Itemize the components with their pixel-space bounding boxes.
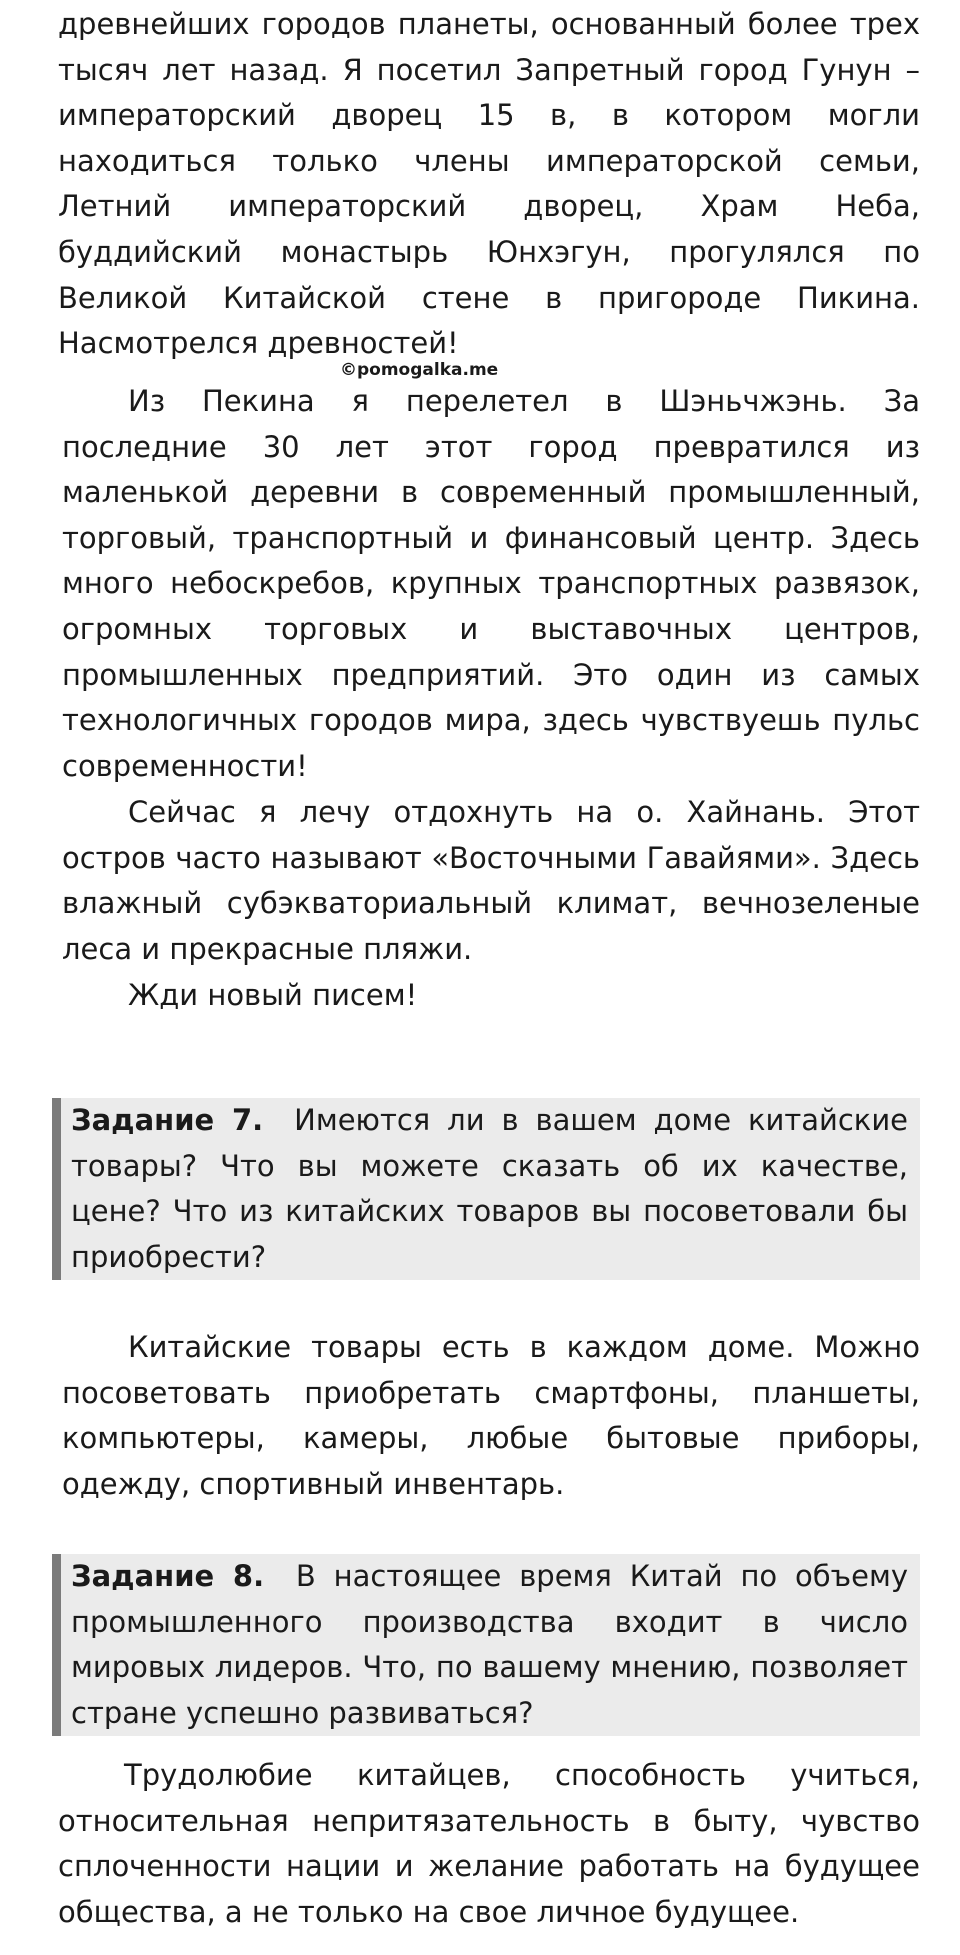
task-7-title: Задание 7. (71, 1103, 264, 1137)
task-8-box (52, 1554, 920, 1736)
task-7-text-block (71, 1098, 908, 1280)
task-8-question: В настоящее время Китай по объему промышленного производства входит в число мировых лидеров. Что, по вашему мнению, позволяет стране успешно развиваться? (71, 1559, 909, 1730)
paragraph-shenzhen: Из Пекина я перелетел в Шэньчжэнь. За последние 30 лет этот город превратился из маленькой деревни в современный промышленный, торговый, транспортный и финансовый центр. Здесь много небоскребов, крупных транспортных развязок, огромных торговых и выставочных центров, промышленных предприятий. Это один из самых технологичных городов мира, здесь чувствуешь пульс современности! (62, 384, 920, 783)
task-8-title: Задание 8. (71, 1559, 265, 1593)
task-8-text-block (71, 1554, 908, 1736)
task-7-question: Имеются ли в вашем доме китайские товары? Что вы можете сказать об их качестве, цене? Что из китайских товаров вы посоветовали бы приобрести? (71, 1103, 909, 1274)
task-7-box (52, 1098, 920, 1280)
answer-8: Трудолюбие китайцев, способность учиться, относительная непритязательность в быту, чувство сплоченности нации и желание работать на будущее общества, а не только на свое личное будущее. (58, 1758, 920, 1929)
answer-7: Китайские товары есть в каждом доме. Можно посоветовать приобретать смартфоны, планшеты, компьютеры, камеры, любые бытовые приборы, одежду, спортивный инвентарь. (62, 1330, 920, 1501)
paragraph-hainan: Сейчас я лечу отдохнуть на о. Хайнань. Этот остров часто называют «Восточными Гавайями». Здесь влажный субэкваториальный климат, вечнозеленые леса и прекрасные пляжи. (62, 795, 920, 966)
paragraph-closing: Жди новый писем! (128, 978, 418, 1012)
watermark: ©pomogalka.me (340, 360, 499, 380)
paragraph-beijing-sights: древнейших городов планеты, основанный более трех тысяч лет назад. Я посетил Запретный город Гунун – императорский дворец 15 в, в котором могли находиться только члены императорской семьи, Летний императорский дворец, Храм Неба, буддийский монастырь Юнхэгун, прогулялся по Великой Китайской стене в пригороде Пикина. Насмотрелся древностей! (58, 7, 920, 361)
